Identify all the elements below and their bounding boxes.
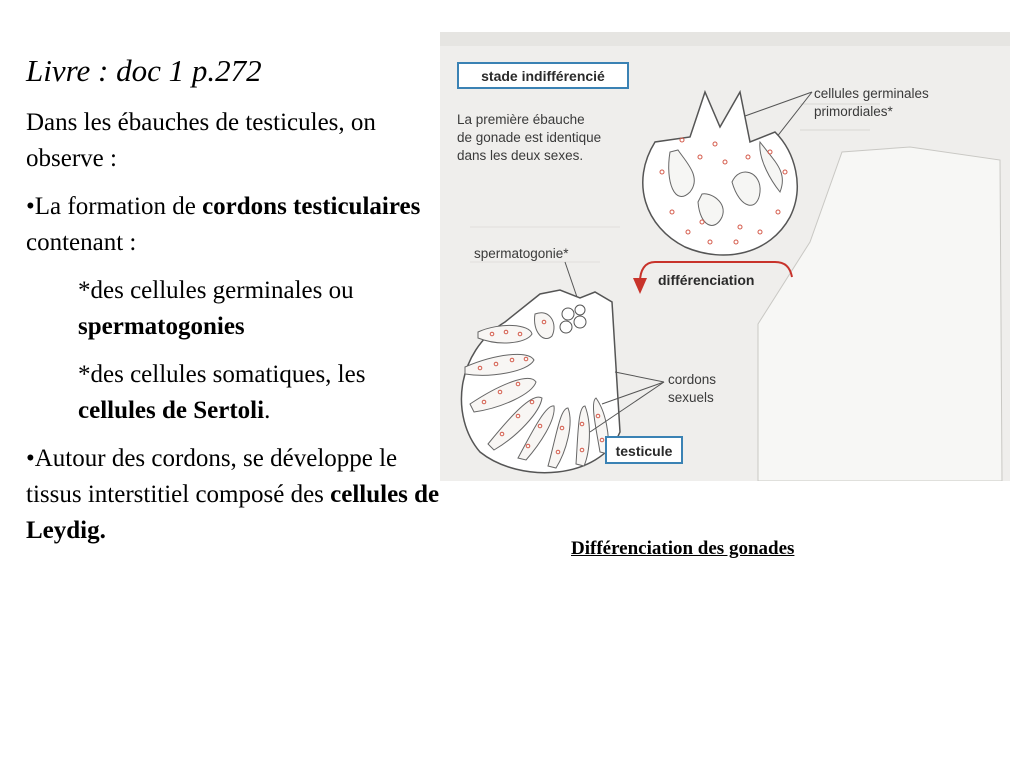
gonad-differentiation-figure: [440, 32, 1010, 481]
primordial-label-line-2: primordiales*: [814, 104, 893, 119]
figure-caption: Différenciation des gonades: [571, 538, 795, 559]
description-line-1: La première ébauche: [457, 112, 585, 127]
bullet-interstitial-bold: cellules de Leydig.: [26, 481, 440, 544]
differentiation-arrow-head: [633, 278, 647, 294]
intro-text: Dans les ébauches de testicules, on observe :: [26, 109, 376, 172]
cords-label-line-2: sexuels: [668, 390, 714, 405]
bullet-interstitial-text: •Autour des cordons, se développe le tissus interstitiel composé des: [26, 445, 398, 508]
book-reference: Livre : doc 1 p.272: [26, 53, 262, 88]
sub-item-somatic-cells: [26, 357, 441, 429]
bullet-cords-formation: [26, 189, 441, 261]
sub-germ-bold: spermatogonies: [78, 313, 245, 340]
figure-drawing: [440, 32, 1010, 481]
scan-top-strip: [440, 32, 1010, 46]
sub-germ-text: *des cellules germinales ou: [78, 277, 354, 304]
bullet-cords-suffix: contenant :: [26, 229, 137, 256]
sub-somatic-bold: cellules de Sertoli: [78, 397, 265, 424]
primordial-label-line-1: cellules germinales: [814, 86, 929, 101]
differentiation-label: différenciation: [658, 272, 755, 288]
sub-somatic-text: *des cellules somatiques, les: [78, 361, 366, 388]
bullet-cords-prefix: •La formation de: [26, 193, 203, 220]
sub-item-germ-cells: [26, 273, 441, 345]
slide-text: [26, 50, 441, 561]
cords-label-line-1: cordons: [668, 372, 717, 387]
stage-label: stade indifférencié: [481, 68, 605, 84]
cords-pointer-2: [615, 372, 664, 382]
bullet-interstitial-tissue: [26, 441, 441, 549]
spermatogonie-label: spermatogonie*: [474, 246, 569, 261]
description-line-2: de gonade est identique: [457, 130, 602, 145]
bullet-cords-bold: cordons testiculaires: [202, 193, 421, 220]
testicle-label: testicule: [615, 443, 673, 459]
sub-somatic-suffix: .: [264, 397, 271, 424]
description-line-3: dans les deux sexes.: [457, 148, 584, 163]
